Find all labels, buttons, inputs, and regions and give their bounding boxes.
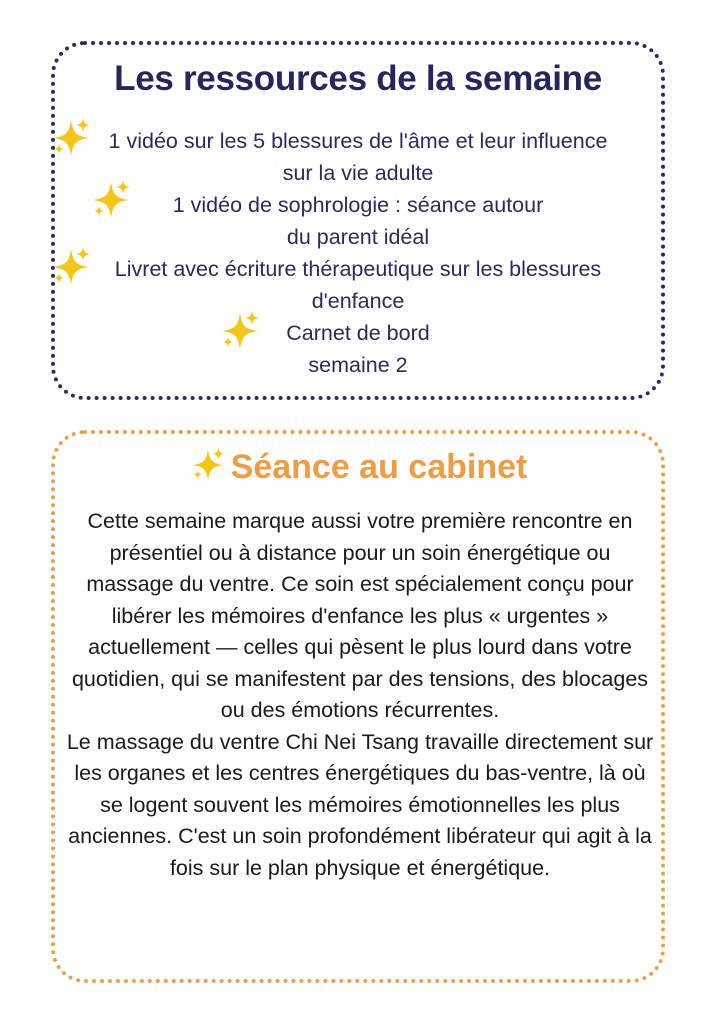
cabinet-title: Séance au cabinet xyxy=(230,448,528,486)
cabinet-body xyxy=(63,506,657,884)
resource-line: semaine 2 xyxy=(308,353,408,377)
resource-line: 1 vidéo de sophrologie : séance autour xyxy=(172,193,544,217)
resource-line: sur la vie adulte xyxy=(282,161,434,185)
sparkles-icon xyxy=(189,446,227,484)
resources-card xyxy=(51,41,665,400)
cabinet-paragraph: Le massage du ventre Chi Nei Tsang travaille directement sur les organes et les centres énergétiques du bas-ventre, là où se logent souvent les mémoires émotionnelles les plus anciennes. C'est un soin profondément libérateur qui agit à la fois sur le plan physique et énergétique. xyxy=(66,729,654,880)
resources-title: Les ressources de la semaine xyxy=(114,59,602,98)
resource-line: 1 vidéo sur les 5 blessures de l'âme et leur influence xyxy=(108,129,608,153)
resource-line: Livret avec écriture thérapeutique sur les blessures xyxy=(114,257,602,281)
resource-line: d'enfance xyxy=(311,289,405,313)
sparkles-icon xyxy=(49,245,93,289)
cabinet-card xyxy=(51,430,665,983)
resource-line: Carnet de bord xyxy=(286,321,430,345)
sparkles-icon xyxy=(218,309,262,353)
resource-line: du parent idéal xyxy=(286,225,430,249)
sparkles-icon xyxy=(49,116,93,160)
cabinet-paragraph: Cette semaine marque aussi votre première rencontre en présentiel ou à distance pour un soin énergétique ou massage du ventre. Ce soin est spécialement conçu pour libérer les mémoires d'enfance les plus « urgentes » actuellement — celles qui pèsent le plus lourd dans votre quotidien, qui se manifestent par des tensions, des blocages ou des émotions récurrentes. xyxy=(71,509,649,722)
cabinet-heading xyxy=(55,448,661,496)
sparkles-icon xyxy=(89,178,133,222)
